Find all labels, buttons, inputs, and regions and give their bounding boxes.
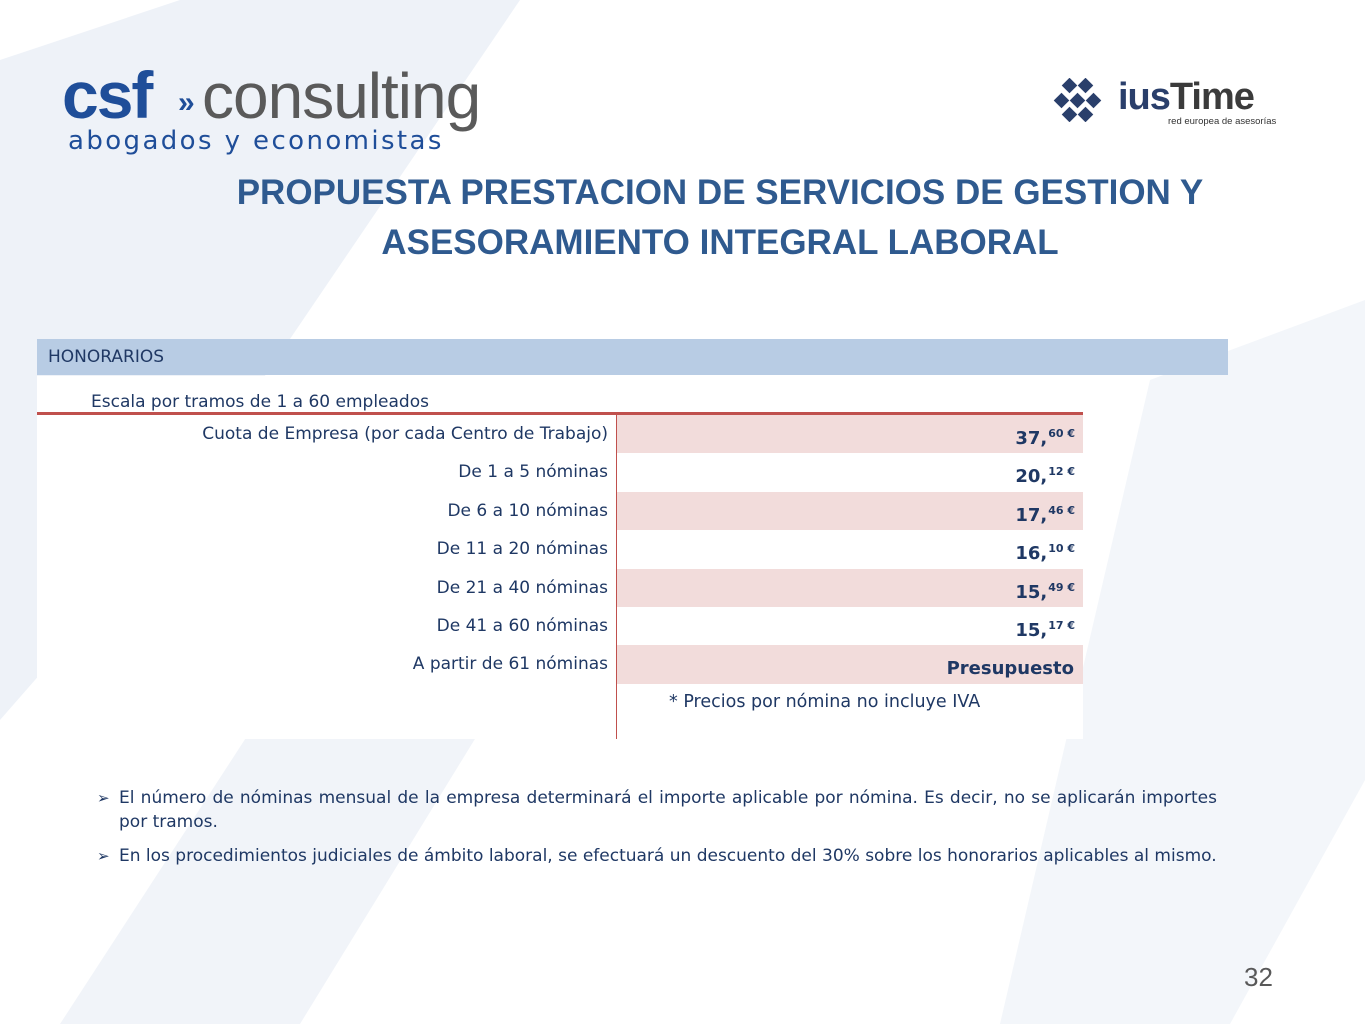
table-row	[37, 607, 1083, 645]
scale-caption: Escala por tramos de 1 a 60 empleados	[91, 392, 429, 412]
list-item	[97, 844, 1217, 868]
iustime-logo-time: Time	[1169, 76, 1254, 118]
row-label: De 21 a 40 nóminas	[436, 577, 608, 598]
row-value-integer: 15,	[1015, 581, 1048, 603]
vat-note-cell	[616, 684, 1083, 739]
csf-consulting-logo	[62, 58, 512, 162]
row-value-cell	[616, 607, 1083, 645]
fee-table	[37, 376, 1083, 739]
table-row	[37, 569, 1083, 607]
page-title	[150, 168, 1290, 268]
arrow-bullet-icon: ➢	[97, 847, 110, 865]
row-value	[1015, 492, 1075, 530]
bullet-list	[97, 786, 1217, 878]
row-value-integer: 20,	[1015, 466, 1048, 488]
row-value-integer: 16,	[1015, 543, 1048, 565]
row-value	[1015, 569, 1075, 607]
row-value-integer: Presupuesto	[946, 658, 1074, 680]
row-value-integer: 37,	[1015, 428, 1048, 449]
row-value-cents: 46 €	[1048, 503, 1075, 517]
csf-logo-word: consulting	[202, 60, 481, 132]
row-value-cell	[616, 530, 1083, 568]
page-number: 32	[1244, 962, 1273, 992]
row-value	[1015, 530, 1075, 568]
table-row	[37, 645, 1083, 683]
row-value-cell	[616, 453, 1083, 491]
row-label: De 6 a 10 nóminas	[447, 500, 608, 521]
row-value-cents: 10 €	[1048, 542, 1075, 556]
row-value-integer: 15,	[1015, 619, 1048, 641]
arrow-bullet-icon: ➢	[97, 789, 110, 807]
row-value	[947, 645, 1075, 683]
row-value	[1015, 453, 1075, 491]
row-value-cell	[616, 415, 1083, 453]
page-title-line-2: ASESORAMIENTO INTEGRAL LABORAL	[381, 223, 1059, 262]
iustime-logo	[1050, 78, 1290, 130]
list-item-text: El número de nóminas mensual de la empresa determinará el importe aplicable por nómina. Es decir, no se aplicarán importes por tramos.	[119, 788, 1217, 832]
row-value-integer: 17,	[1015, 504, 1048, 526]
row-value-cell	[616, 645, 1083, 683]
row-label: De 41 a 60 nóminas	[436, 615, 608, 636]
list-item	[97, 786, 1217, 834]
row-value-cell	[616, 569, 1083, 607]
row-label: Cuota de Empresa (por cada Centro de Trabajo)	[202, 424, 608, 444]
list-item-text: En los procedimientos judiciales de ámbito laboral, se efectuará un descuento del 30% sobre los honorarios aplicables al mismo.	[119, 846, 1217, 866]
row-label: A partir de 61 nóminas	[412, 654, 608, 675]
row-value-cents: 49 €	[1048, 580, 1075, 594]
table-row	[37, 453, 1083, 491]
iustime-logo-word	[1118, 78, 1254, 116]
row-value-cents: 12 €	[1048, 465, 1075, 479]
table-row	[37, 530, 1083, 568]
iustime-logo-tagline: red europea de asesorías	[1168, 116, 1277, 127]
honorarios-header: HONORARIOS	[37, 339, 1228, 375]
fee-rows	[37, 415, 1083, 684]
csf-logo-brand: csf	[62, 58, 152, 132]
row-label: De 11 a 20 nóminas	[436, 539, 608, 560]
page-title-line-1: PROPUESTA PRESTACION DE SERVICIOS DE GESTION Y	[236, 173, 1204, 212]
table-row	[37, 415, 1083, 453]
row-value	[1015, 415, 1075, 453]
csf-logo-tagline: abogados y economistas	[68, 126, 444, 156]
csf-logo-arrows: »	[178, 86, 191, 119]
row-label: De 1 a 5 nóminas	[458, 462, 608, 483]
row-value-cents: 17 €	[1048, 618, 1075, 632]
iustime-diamond-icon	[1050, 78, 1114, 122]
table-row	[37, 492, 1083, 530]
vat-note: * Precios por nómina no incluye IVA	[669, 692, 981, 712]
row-value-cents: 60 €	[1048, 427, 1075, 440]
row-value	[1015, 607, 1075, 645]
iustime-logo-ius: ius	[1118, 76, 1170, 118]
row-value-cell	[616, 492, 1083, 530]
